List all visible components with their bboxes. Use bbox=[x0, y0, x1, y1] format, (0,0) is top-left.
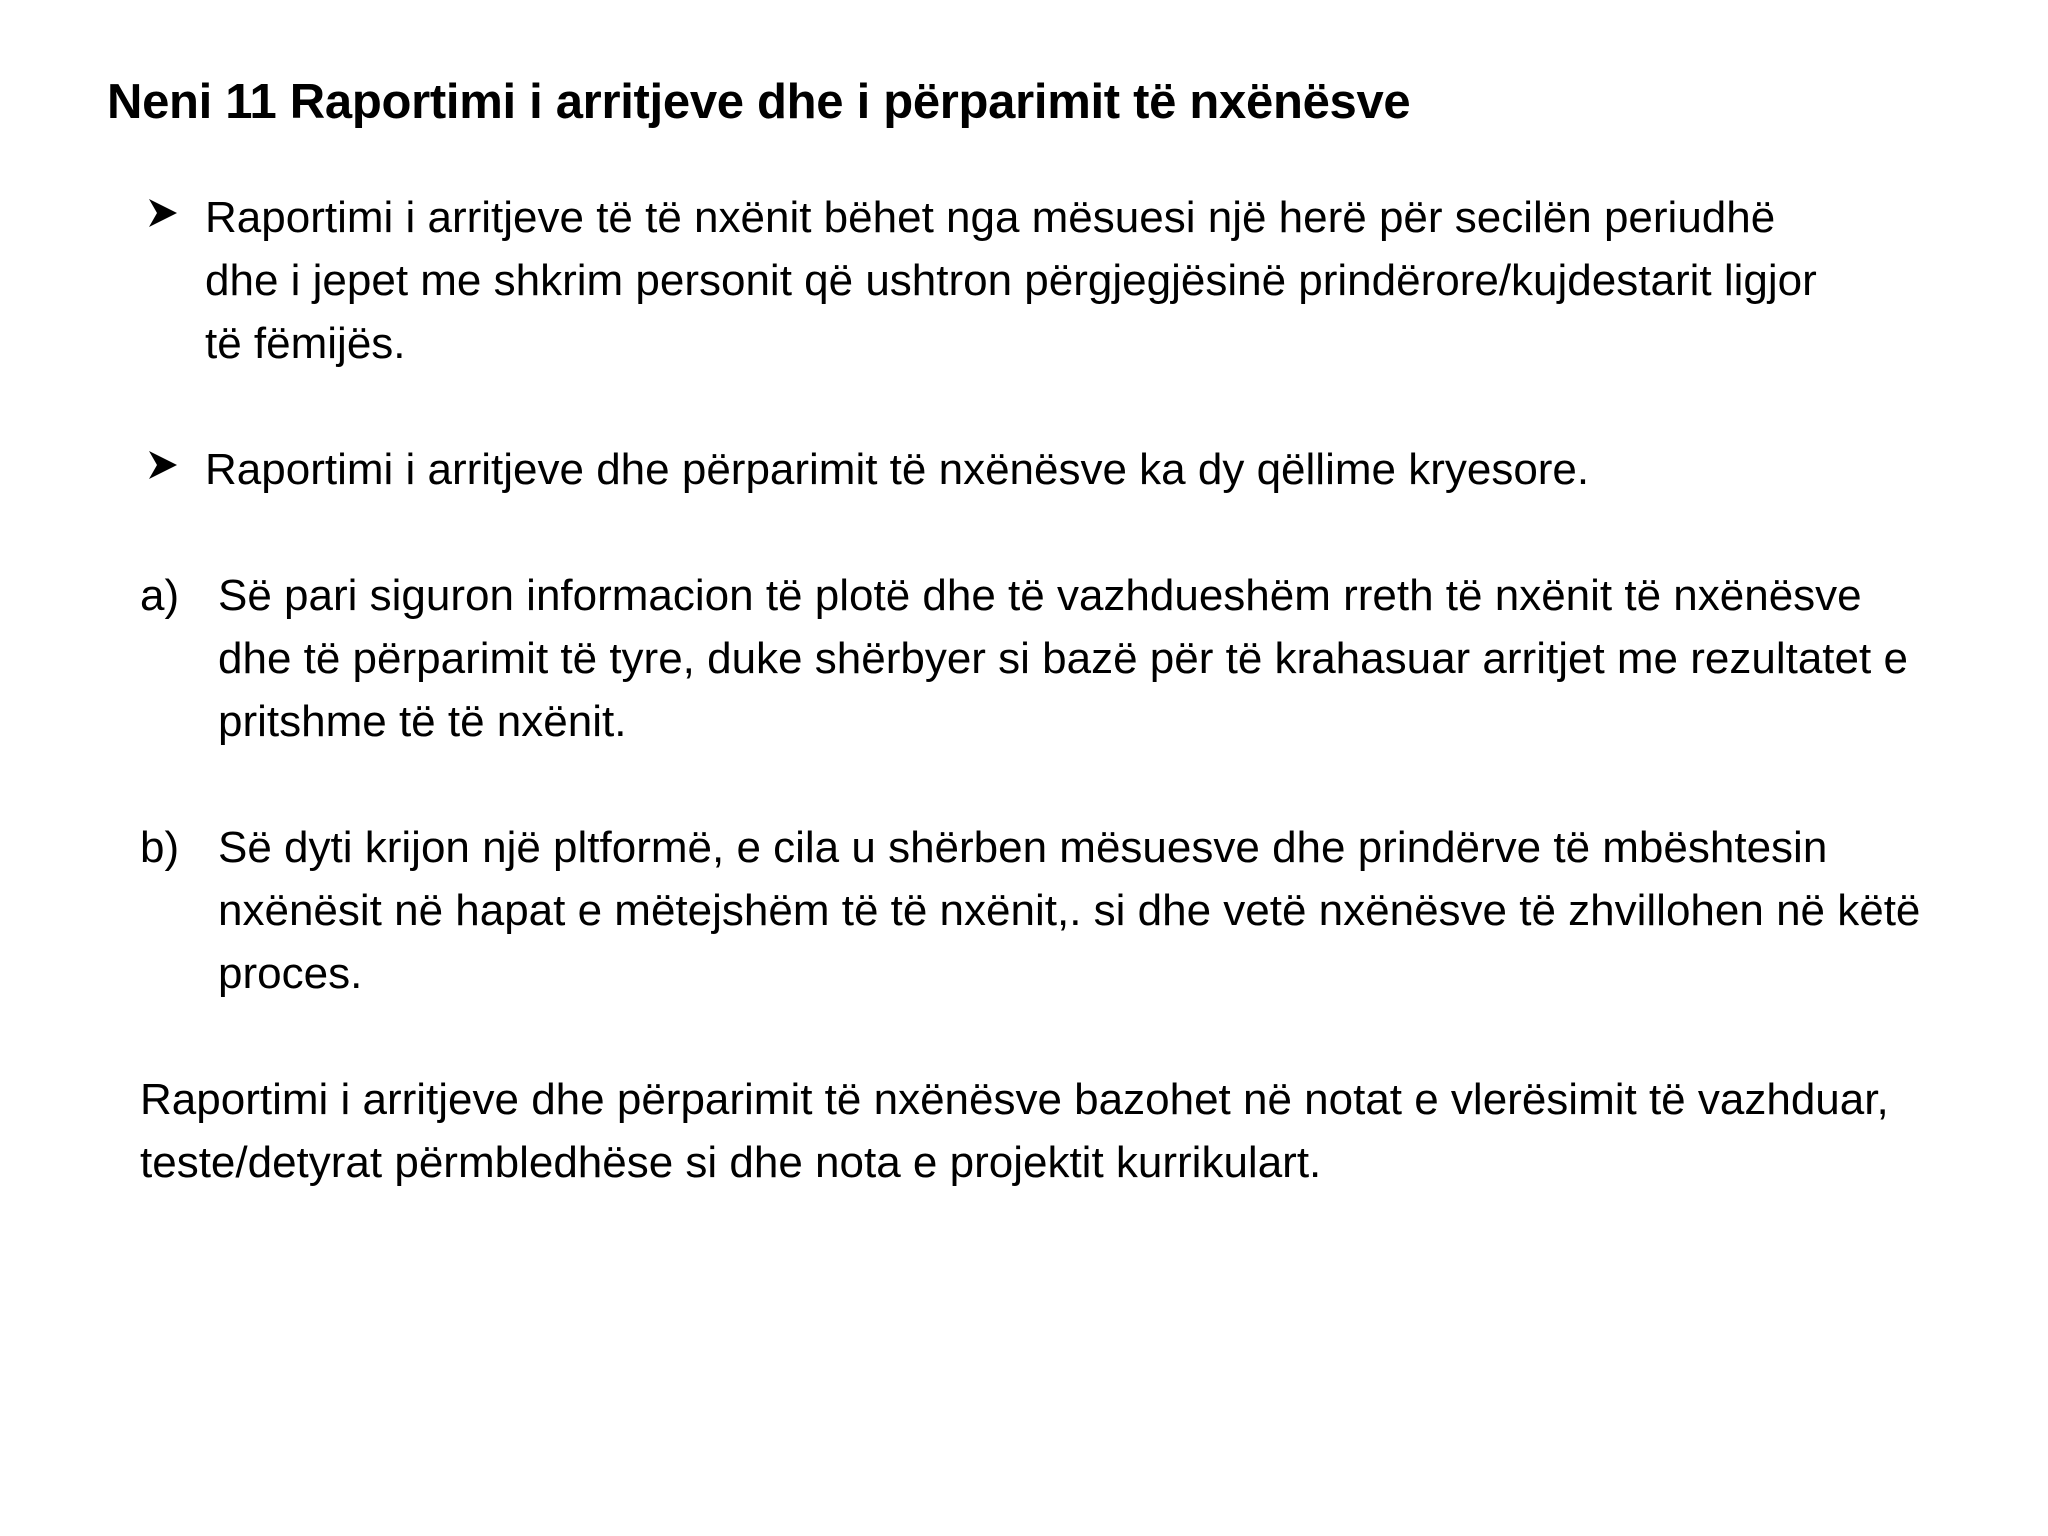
enumerated-item bbox=[140, 564, 1938, 753]
bullet-item bbox=[140, 438, 1965, 501]
enum-text: Së dyti krijon një pltformë, e cila u shërben mësuesve dhe prindërve të mbështesin nxënësit në hapat e mëtejshëm të të nxënit,. si dhe vetë nxënësve të zhvillohen në këtë proces. bbox=[218, 823, 1921, 998]
slide-body bbox=[140, 186, 1921, 1194]
enumerated-item bbox=[140, 816, 1978, 1005]
closing-paragraph: Raportimi i arritjeve dhe përparimit të nxënësve bazohet në notat e vlerësimit të vazhduar, teste/detyrat përmbledhëse si dhe nota e projektit kurrikulart. bbox=[140, 1075, 1889, 1187]
bullet-text: Raportimi i arritjeve dhe përparimit të nxënësve ka dy qëllime kryesore. bbox=[205, 445, 1590, 494]
bullet-item bbox=[140, 186, 1845, 375]
bullet-text: Raportimi i arritjeve të të nxënit bëhet nga mësuesi një herë për secilën periudhë dhe i jepet me shkrim personit që ushtron përgjegjësinë prindërore/kujdestarit ligjor të fëmijës. bbox=[205, 193, 1817, 368]
arrow-bullet-icon bbox=[146, 448, 180, 482]
enum-text: Së pari siguron informacion të plotë dhe të vazhdueshëm rreth të nxënit të nxënësve dhe të përparimit të tyre, duke shërbyer si bazë për të krahasuar arritjet me rezultatet e pritshme të të nxënit. bbox=[218, 571, 1908, 746]
slide-title: Neni 11 Raportimi i arritjeve dhe i përparimit të nxënësve bbox=[107, 75, 1411, 129]
enum-marker: a) bbox=[140, 571, 180, 620]
enum-marker: b) bbox=[140, 823, 180, 872]
arrow-bullet-icon bbox=[146, 196, 180, 230]
